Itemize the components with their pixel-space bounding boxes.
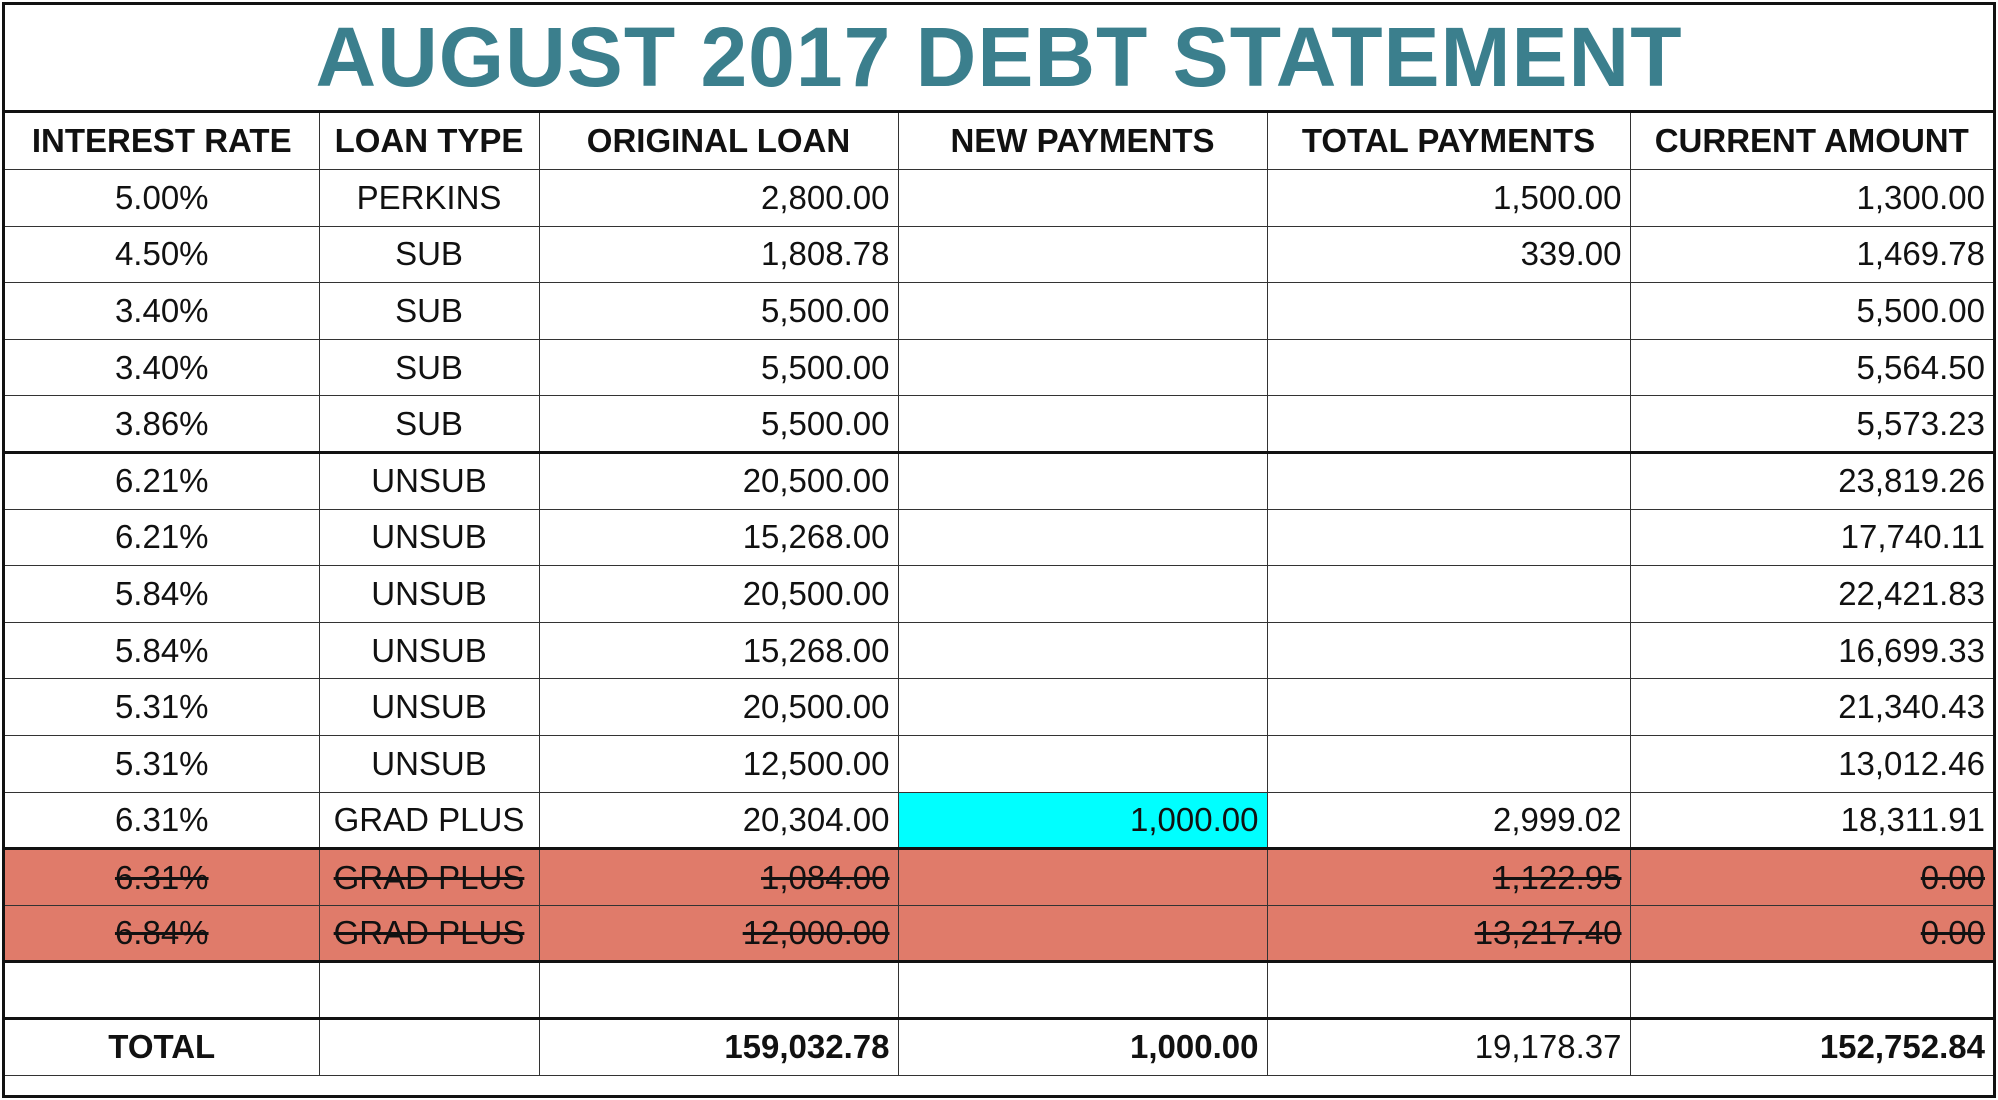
table-row xyxy=(5,792,1993,849)
cell-new-payments[interactable] xyxy=(898,736,1267,793)
cell-loan-type[interactable]: GRAD PLUS xyxy=(319,905,539,962)
paid-off-row xyxy=(5,849,1993,906)
total-loan-type[interactable] xyxy=(319,1019,539,1076)
cell-current-amount[interactable]: 1,300.00 xyxy=(1630,170,1993,227)
header-interest-rate[interactable]: INTEREST RATE xyxy=(5,113,319,170)
header-row xyxy=(5,113,1993,170)
cell-loan-type[interactable]: UNSUB xyxy=(319,453,539,510)
cell-current-amount[interactable]: 18,311.91 xyxy=(1630,792,1993,849)
cell-new-payments[interactable] xyxy=(898,226,1267,283)
cell-loan-type[interactable]: UNSUB xyxy=(319,679,539,736)
cell-loan-type[interactable]: SUB xyxy=(319,226,539,283)
cell-original-loan[interactable]: 12,000.00 xyxy=(539,905,898,962)
table-row xyxy=(5,566,1993,623)
cell-new-payments[interactable] xyxy=(898,905,1267,962)
cell-total-payments[interactable]: 1,500.00 xyxy=(1267,170,1630,227)
cell-interest-rate[interactable]: 6.21% xyxy=(5,453,319,510)
cell-total-payments[interactable] xyxy=(1267,283,1630,340)
cell-original-loan[interactable]: 20,304.00 xyxy=(539,792,898,849)
cell-new-payments[interactable] xyxy=(898,509,1267,566)
debt-statement-sheet xyxy=(2,2,1996,1098)
cell-current-amount[interactable]: 16,699.33 xyxy=(1630,622,1993,679)
cell-interest-rate[interactable]: 5.00% xyxy=(5,170,319,227)
total-new-payments[interactable]: 1,000.00 xyxy=(898,1019,1267,1076)
cell-current-amount[interactable]: 1,469.78 xyxy=(1630,226,1993,283)
cell-new-payments[interactable] xyxy=(898,339,1267,396)
cell-loan-type[interactable]: GRAD PLUS xyxy=(319,792,539,849)
cell-original-loan[interactable]: 2,800.00 xyxy=(539,170,898,227)
cell-current-amount[interactable]: 0.00 xyxy=(1630,905,1993,962)
cell-interest-rate[interactable]: 6.31% xyxy=(5,792,319,849)
header-new-payments[interactable]: NEW PAYMENTS xyxy=(898,113,1267,170)
cell-total-payments[interactable] xyxy=(1267,679,1630,736)
cell-total-payments[interactable] xyxy=(1267,566,1630,623)
empty-cell[interactable] xyxy=(5,962,319,1019)
cell-loan-type[interactable]: UNSUB xyxy=(319,566,539,623)
cell-current-amount[interactable]: 5,500.00 xyxy=(1630,283,1993,340)
cell-interest-rate[interactable]: 3.86% xyxy=(5,396,319,453)
cell-total-payments[interactable]: 339.00 xyxy=(1267,226,1630,283)
cell-original-loan[interactable]: 12,500.00 xyxy=(539,736,898,793)
cell-total-payments[interactable]: 13,217.40 xyxy=(1267,905,1630,962)
cell-new-payments[interactable] xyxy=(898,849,1267,906)
header-current-amount[interactable]: CURRENT AMOUNT xyxy=(1630,113,1993,170)
cell-total-payments[interactable]: 2,999.02 xyxy=(1267,792,1630,849)
cell-new-payments[interactable] xyxy=(898,679,1267,736)
table-row xyxy=(5,283,1993,340)
cell-original-loan[interactable]: 15,268.00 xyxy=(539,509,898,566)
total-row xyxy=(5,1019,1993,1076)
table-row xyxy=(5,509,1993,566)
empty-cell[interactable] xyxy=(1267,962,1630,1019)
total-current-amount[interactable]: 152,752.84 xyxy=(1630,1019,1993,1076)
cell-new-payments[interactable] xyxy=(898,453,1267,510)
cell-original-loan[interactable]: 5,500.00 xyxy=(539,339,898,396)
empty-cell[interactable] xyxy=(319,962,539,1019)
cell-original-loan[interactable]: 5,500.00 xyxy=(539,283,898,340)
empty-row xyxy=(5,962,1993,1019)
total-label[interactable]: TOTAL xyxy=(5,1019,319,1076)
total-original-loan[interactable]: 159,032.78 xyxy=(539,1019,898,1076)
paid-off-row xyxy=(5,905,1993,962)
table-row xyxy=(5,226,1993,283)
cell-interest-rate[interactable]: 6.31% xyxy=(5,849,319,906)
cell-interest-rate[interactable]: 5.31% xyxy=(5,679,319,736)
cell-total-payments[interactable] xyxy=(1267,396,1630,453)
table-row xyxy=(5,736,1993,793)
table-row xyxy=(5,170,1993,227)
cell-loan-type[interactable]: GRAD PLUS xyxy=(319,849,539,906)
cell-original-loan[interactable]: 15,268.00 xyxy=(539,622,898,679)
cell-original-loan[interactable]: 20,500.00 xyxy=(539,679,898,736)
cell-total-payments[interactable] xyxy=(1267,509,1630,566)
header-original-loan[interactable]: ORIGINAL LOAN xyxy=(539,113,898,170)
cell-interest-rate[interactable]: 5.31% xyxy=(5,736,319,793)
cell-interest-rate[interactable]: 3.40% xyxy=(5,283,319,340)
cell-new-payments[interactable] xyxy=(898,283,1267,340)
total-total-payments[interactable]: 19,178.37 xyxy=(1267,1019,1630,1076)
cell-new-payments-highlighted[interactable]: 1,000.00 xyxy=(898,792,1267,849)
cell-new-payments[interactable] xyxy=(898,396,1267,453)
table-row xyxy=(5,453,1993,510)
cell-current-amount[interactable]: 5,573.23 xyxy=(1630,396,1993,453)
cell-new-payments[interactable] xyxy=(898,622,1267,679)
cell-total-payments[interactable] xyxy=(1267,622,1630,679)
empty-cell[interactable] xyxy=(1630,962,1993,1019)
cell-new-payments[interactable] xyxy=(898,566,1267,623)
cell-total-payments[interactable]: 1,122.95 xyxy=(1267,849,1630,906)
cell-total-payments[interactable] xyxy=(1267,453,1630,510)
cell-original-loan[interactable]: 20,500.00 xyxy=(539,566,898,623)
table-row xyxy=(5,622,1993,679)
cell-loan-type[interactable]: PERKINS xyxy=(319,170,539,227)
statement-title: AUGUST 2017 DEBT STATEMENT xyxy=(5,5,1993,113)
cell-current-amount[interactable]: 22,421.83 xyxy=(1630,566,1993,623)
cell-total-payments[interactable] xyxy=(1267,339,1630,396)
cell-current-amount[interactable]: 5,564.50 xyxy=(1630,339,1993,396)
cell-loan-type[interactable]: UNSUB xyxy=(319,509,539,566)
cell-loan-type[interactable]: UNSUB xyxy=(319,622,539,679)
table-row xyxy=(5,396,1993,453)
cell-interest-rate[interactable]: 3.40% xyxy=(5,339,319,396)
debt-table xyxy=(5,113,1993,1076)
cell-current-amount[interactable]: 21,340.43 xyxy=(1630,679,1993,736)
cell-original-loan[interactable]: 5,500.00 xyxy=(539,396,898,453)
cell-loan-type[interactable]: UNSUB xyxy=(319,736,539,793)
cell-current-amount[interactable]: 23,819.26 xyxy=(1630,453,1993,510)
cell-interest-rate[interactable]: 5.84% xyxy=(5,622,319,679)
cell-current-amount[interactable]: 13,012.46 xyxy=(1630,736,1993,793)
cell-new-payments[interactable] xyxy=(898,170,1267,227)
cell-current-amount[interactable]: 17,740.11 xyxy=(1630,509,1993,566)
cell-loan-type[interactable]: SUB xyxy=(319,339,539,396)
empty-cell[interactable] xyxy=(898,962,1267,1019)
cell-total-payments[interactable] xyxy=(1267,736,1630,793)
table-row xyxy=(5,339,1993,396)
header-loan-type[interactable]: LOAN TYPE xyxy=(319,113,539,170)
empty-cell[interactable] xyxy=(539,962,898,1019)
table-row xyxy=(5,679,1993,736)
cell-interest-rate[interactable]: 4.50% xyxy=(5,226,319,283)
cell-original-loan[interactable]: 1,808.78 xyxy=(539,226,898,283)
cell-loan-type[interactable]: SUB xyxy=(319,396,539,453)
cell-loan-type[interactable]: SUB xyxy=(319,283,539,340)
cell-interest-rate[interactable]: 5.84% xyxy=(5,566,319,623)
cell-original-loan[interactable]: 20,500.00 xyxy=(539,453,898,510)
cell-original-loan[interactable]: 1,084.00 xyxy=(539,849,898,906)
cell-interest-rate[interactable]: 6.21% xyxy=(5,509,319,566)
cell-interest-rate[interactable]: 6.84% xyxy=(5,905,319,962)
header-total-payments[interactable]: TOTAL PAYMENTS xyxy=(1267,113,1630,170)
cell-current-amount[interactable]: 0.00 xyxy=(1630,849,1993,906)
